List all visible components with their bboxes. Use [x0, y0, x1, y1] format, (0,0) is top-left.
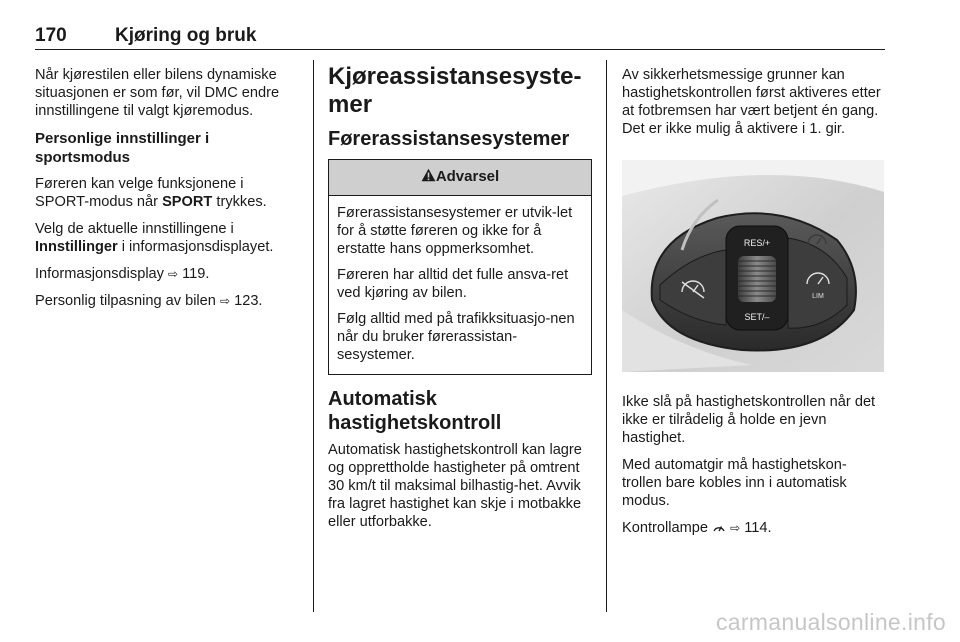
personalization-ref[interactable]: Personlig tilpasning av bilen ⇨ 123. [35, 293, 263, 309]
column-divider-left [313, 60, 314, 612]
watermark: carmanualsonline.info [715, 609, 946, 635]
page-header [35, 22, 885, 50]
section-title: Kjøreassistansesyste-mer [328, 63, 582, 118]
warning-text-3: Følg alltid med på trafikksituasjo-nen når du bruker førerassistan-sesystemer. [337, 311, 575, 363]
warning-header [329, 160, 591, 196]
warning-text-1: Førerassistansesystemer er utvik-let for å støtte føreren og ikke for å erstatte hans oppmerksomhet. [337, 205, 573, 257]
cruise-control-lamp-icon [712, 522, 726, 533]
column-2 [328, 63, 592, 540]
section-subtitle: Førerassistansesystemer [328, 128, 570, 150]
column-divider-right [606, 60, 607, 612]
warning-label: Advarsel [435, 168, 500, 185]
safety-paragraph: Av sikkerhetsmessige grunner kan hastighetskontrollen først aktiveres etter at fotbremsen har vært betjent én gang. Det er ikke mulig å aktivere i 1. gir. [622, 67, 881, 137]
page-ref-arrow-icon: ⇨ [168, 267, 179, 281]
page-ref-arrow-icon: ⇨ [219, 294, 231, 308]
settings-paragraph: Velg de aktuelle innstillingene i Innstillinger i informasjonsdisplayet. [35, 221, 274, 255]
chapter-title: Kjøring og bruk [115, 25, 257, 46]
warning-box [328, 159, 592, 375]
set-label: SET/– [744, 312, 770, 322]
sport-paragraph: Føreren kan velge funksjonene i SPORT-modus når SPORT trykkes. [35, 176, 267, 210]
cruise-control-text: Automatisk hastighetskontroll kan lagre og opprettholde hastigheter på omtrent 30 km/t til maksimal bilhastig-het. Avvik fra lagret hastighet kan skje i motbakke eller utforbakke. [328, 442, 582, 530]
column-3 [622, 66, 884, 546]
steering-wheel-controls-photo [622, 160, 884, 372]
cruise-control-heading: Automatisk hastighetskontroll [328, 388, 502, 434]
column-1 [35, 66, 300, 319]
intro-paragraph: Når kjørestilen eller bilens dynamiske situasjonen er som før, vil DMC endre innstillingene til valgt kjøremodus. [35, 67, 280, 119]
warning-triangle-icon [421, 168, 436, 182]
sport-keyword: SPORT [162, 194, 213, 210]
res-label: RES/+ [743, 238, 771, 248]
info-display-ref[interactable]: Informasjonsdisplay ⇨ 119. [35, 266, 210, 282]
page-ref-arrow-icon: ⇨ [730, 521, 741, 535]
control-lamp-ref[interactable]: Kontrollampe ⇨ 114. [622, 520, 772, 536]
page-number: 170 [35, 25, 67, 46]
warning-text-2: Føreren har alltid det fulle ansva-ret ved kjøring av bilen. [337, 267, 569, 301]
sport-settings-heading: Personlige innstillinger i sportsmodus [35, 130, 210, 166]
lim-label: LIM [812, 293, 824, 300]
settings-keyword: Innstillinger [35, 239, 118, 255]
cruise-warning-paragraph: Ikke slå på hastighetskontrollen når det ikke er tilrådelig å holde en jevn hastighet. [622, 394, 876, 446]
automatic-gear-paragraph: Med automatgir må hastighetskon-trollen bare kobles inn i automatisk modus. [622, 457, 847, 509]
